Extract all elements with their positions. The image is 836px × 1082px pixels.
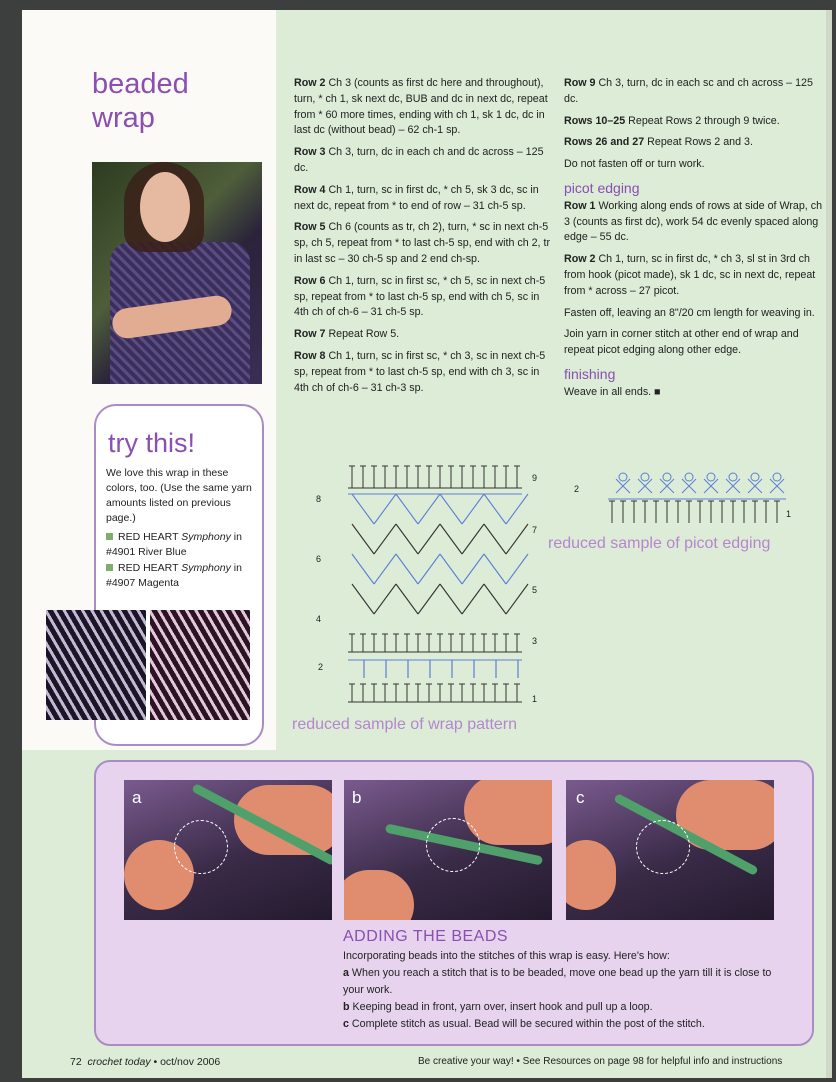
- row-instruction: Row 1 Working along ends of rows at side of Wrap, ch 3 (counts as first dc), work 54 dc evenly spaced along edge – 55 dc.: [564, 199, 823, 244]
- instructions-column-1: [294, 76, 552, 402]
- yarn-option-1: RED HEART Symphony in #4901 River Blue: [106, 531, 242, 558]
- join-note: Join yarn in corner stitch at other end of wrap and repeat picot edging along other edge.: [564, 328, 799, 357]
- row-instruction: Row 3 Ch 3, turn, dc in each ch and dc across – 125 dc.: [294, 146, 544, 174]
- highlight-circle: [636, 820, 690, 874]
- row-instruction: Row 4 Ch 1, turn, sc in first dc, * ch 5, sk 3 dc, sc in next dc, repeat from * to end of row – 31 ch-5 sp.: [294, 183, 539, 212]
- step-photo-c: [566, 780, 774, 920]
- step-photo-b: [344, 780, 552, 920]
- footer-right: Be creative your way! • See Resources on page 98 for helpful info and instructions: [418, 1056, 783, 1067]
- face: [140, 172, 190, 242]
- picot-row-number-1: 1: [786, 509, 792, 519]
- step-label-a: a: [132, 788, 142, 807]
- row-number-2: 2: [318, 662, 324, 672]
- instructions-column-2: [564, 76, 822, 407]
- magazine-name: crochet today: [87, 1056, 151, 1068]
- bullet-square-icon: [106, 533, 113, 540]
- adding-beads-intro: Incorporating beads into the stitches of this wrap is easy. Here's how:: [343, 950, 670, 962]
- picot-diagram-caption: reduced sample of picot edging: [548, 535, 771, 552]
- row-number-9: 9: [532, 473, 538, 483]
- page-edge: [826, 10, 832, 1078]
- row-instruction: Row 2 Ch 3 (counts as first dc here and throughout), turn, * ch 1, sk next dc, BUB and dc in next dc, repeat from * 60 more times, ending with ch 1, sk 1 dc, dc in last dc (without bead) – 62 ch-1 sp.: [294, 77, 548, 137]
- row-number-8: 8: [316, 494, 322, 504]
- step-label-b: b: [352, 788, 362, 807]
- highlight-circle: [174, 820, 228, 874]
- hand: [344, 870, 414, 920]
- hand: [566, 840, 616, 910]
- wrap-stitch-diagram: [308, 448, 548, 710]
- row-number-5: 5: [532, 585, 538, 595]
- row-instruction: Row 5 Ch 6 (counts as tr, ch 2), turn, * sc in next ch-5 sp, ch 5, repeat from * to last ch-5 sp, end with ch 2, tr in last sc – 30 ch-5 sp and 2 end ch-sp.: [294, 221, 551, 265]
- picot-row-number-2: 2: [574, 484, 580, 494]
- swatch-river-blue: [46, 610, 146, 720]
- row-instruction: Row 8 Ch 1, turn, sc in first sc, * ch 3, sc in next ch-5 sp, repeat from * to last ch-5 sp, end with ch 3, sc in 4th ch of ch-6 – 31 ch-3 sp.: [294, 349, 546, 394]
- try-this-title: try this!: [108, 428, 196, 458]
- adding-beads-text: [343, 948, 783, 1033]
- row-instruction: Row 6 Ch 1, turn, sc in first sc, * ch 5, sc in next ch-5 sp, repeat from * to last ch-5 sp, end with ch 5, sc in 4th ch of ch-6 – 31 ch-5 sp.: [294, 274, 546, 319]
- bead-step: c Complete stitch as usual. Bead will be secured within the post of the stitch.: [343, 1018, 705, 1030]
- row-number-4: 4: [316, 614, 322, 624]
- picot-heading: picot edging: [564, 179, 640, 196]
- picot-symbols: [608, 473, 786, 523]
- bead-step: a When you reach a stitch that is to be beaded, move one bead up the yarn till it is close to your work.: [343, 967, 772, 996]
- fasten-note: Fasten off, leaving an 8"/20 cm length for weaving in.: [564, 306, 815, 319]
- bullet-square-icon: [106, 564, 113, 571]
- step-photo-a: [124, 780, 332, 920]
- yarn-option-2: RED HEART Symphony in #4907 Magenta: [106, 562, 242, 589]
- row-number-7: 7: [532, 525, 538, 535]
- title-line-2: wrap: [92, 102, 155, 134]
- finishing-heading: finishing: [564, 365, 616, 382]
- row-number-1: 1: [532, 694, 538, 704]
- row-instruction: Row 9 Ch 3, turn, dc in each sc and ch across – 125 dc.: [564, 77, 813, 105]
- row-instruction: Row 7 Repeat Row 5.: [294, 328, 400, 341]
- wrap-diagram-caption: reduced sample of wrap pattern: [292, 716, 518, 733]
- note: Do not fasten off or turn work.: [564, 158, 705, 171]
- adding-beads-title: ADDING THE BEADS: [343, 928, 509, 945]
- stitch-symbols: [348, 466, 528, 702]
- page-number: 72: [70, 1056, 82, 1068]
- highlight-circle: [426, 818, 480, 872]
- magazine-page: [22, 10, 832, 1078]
- bead-step: b Keeping bead in front, yarn over, insert hook and pull up a loop.: [343, 1001, 653, 1013]
- row-instruction: Row 2 Ch 1, turn, sc in first dc, * ch 3, sl st in 3rd ch from hook (picot made), sk 1 dc, sc in next dc, repeat from * across – 27 picot.: [564, 253, 816, 297]
- title-line-1: beaded: [92, 68, 189, 100]
- row-number-6: 6: [316, 554, 322, 564]
- swatch-magenta: [150, 610, 250, 720]
- row-instruction: Rows 10–25 Repeat Rows 2 through 9 twice.: [564, 114, 780, 127]
- picot-stitch-diagram: [572, 465, 802, 527]
- row-instruction: Rows 26 and 27 Repeat Rows 2 and 3.: [564, 136, 753, 149]
- step-label-c: c: [576, 788, 585, 807]
- issue-date: oct/nov 2006: [160, 1056, 221, 1068]
- row-number-3: 3: [532, 636, 538, 646]
- finishing-text: Weave in all ends. ■: [564, 385, 661, 398]
- try-this-text: We love this wrap in these colors, too. (Use the same yarn amounts listed on previous page.): [106, 467, 252, 524]
- footer-left: 72 crochet today • oct/nov 2006: [70, 1056, 221, 1068]
- model-photo: [92, 162, 262, 384]
